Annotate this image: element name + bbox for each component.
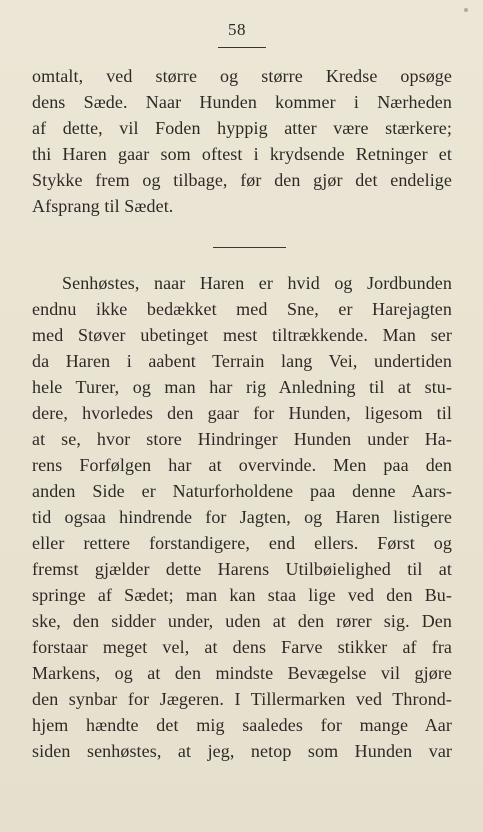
text-line: Stykke frem og tilbage, før den gjør det endelige xyxy=(32,170,452,190)
text-line: omtalt, ved større og større Kredse opsøge xyxy=(32,66,452,86)
text-line: ske, den sidder under, uden at den rører sig. Den xyxy=(32,611,452,631)
text-line: dens Sæde. Naar Hunden kommer i Nærheden xyxy=(32,92,452,112)
page-number-rule xyxy=(218,47,266,48)
text-line: eller rettere forstandigere, end ellers. Først og xyxy=(32,533,452,553)
text-line: den synbar for Jægeren. I Tillermarken ved Thrond- xyxy=(32,689,452,709)
text-line: forstaar meget vel, at dens Farve stikker af fra xyxy=(32,637,452,657)
text-line: Senhøstes, naar Haren er hvid og Jordbunden xyxy=(62,273,452,293)
text-line: anden Side er Naturforholdene paa denne Aars- xyxy=(32,481,452,501)
text-line: tid ogsaa hindrende for Jagten, og Haren listigere xyxy=(32,507,452,527)
text-line: dere, hvorledes den gaar for Hunden, ligesom til xyxy=(32,403,452,423)
text-line: endnu ikke bedækket med Sne, er Harejagten xyxy=(32,299,452,319)
text-line: af dette, vil Foden hyppig atter være stærkere; xyxy=(32,118,452,138)
text-line: Markens, og at den mindste Bevægelse vil gjøre xyxy=(32,663,452,683)
text-line: hjem hændte det mig saaledes for mange Aar xyxy=(32,715,452,735)
text-line: rens Forfølgen har at overvinde. Men paa den xyxy=(32,455,452,475)
section-divider xyxy=(213,247,286,248)
text-line: fremst gjælder dette Harens Utilbøielighed til at xyxy=(32,559,452,579)
text-line: at se, hvor store Hindringer Hunden under Ha- xyxy=(32,429,452,449)
text-line: thi Haren gaar som oftest i krydsende Retninger et xyxy=(32,144,452,164)
text-line: hele Turer, og man har rig Anledning til at stu- xyxy=(32,377,452,397)
text-line: springe af Sædet; man kan staa lige ved den Bu- xyxy=(32,585,452,605)
text-line: Afsprang til Sædet. xyxy=(32,196,174,216)
text-line: med Støver ubetinget mest tiltrækkende. Man ser xyxy=(32,325,452,345)
text-line: da Haren i aabent Terrain lang Vei, undertiden xyxy=(32,351,452,371)
paragraph-1 xyxy=(32,63,452,219)
text-line: siden senhøstes, at jeg, netop som Hunden var xyxy=(32,741,452,761)
paper-speck xyxy=(464,8,468,12)
page-number: 58 xyxy=(228,20,246,39)
paragraph-2 xyxy=(32,270,452,764)
